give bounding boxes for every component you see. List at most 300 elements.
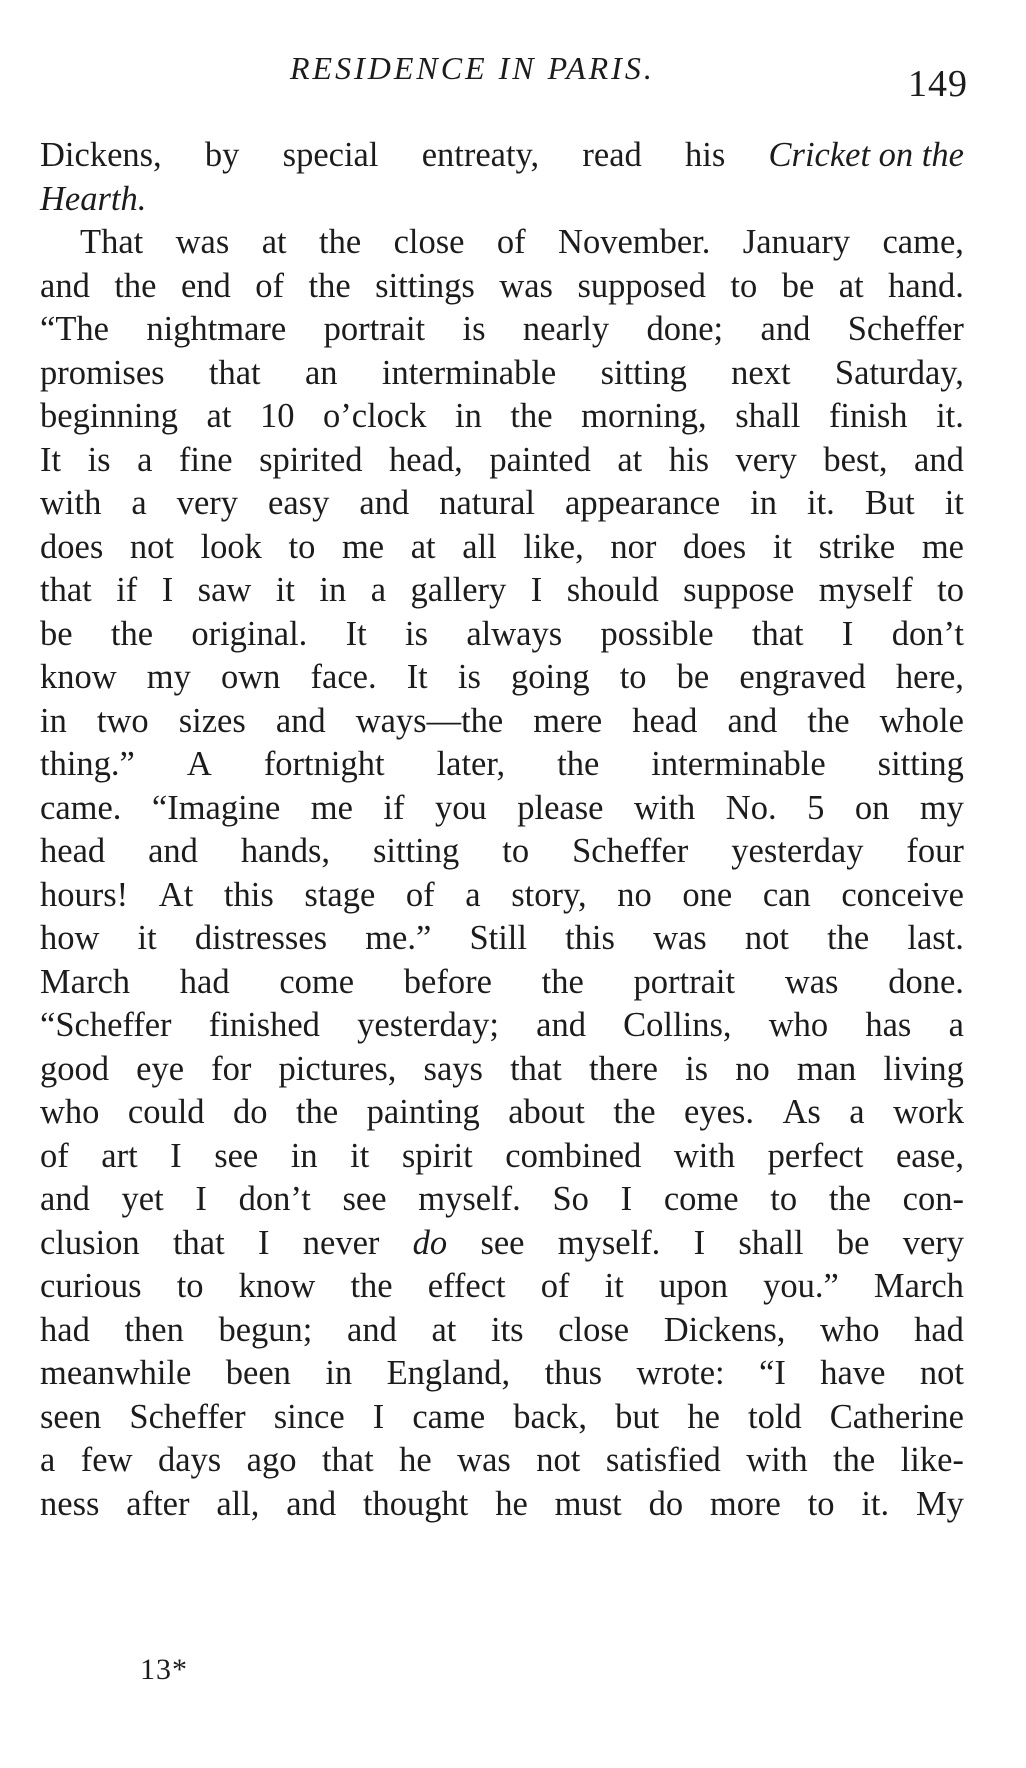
word: combined xyxy=(505,1136,642,1175)
word: sitting xyxy=(877,745,964,783)
word: satisfied xyxy=(605,1441,721,1479)
word: the xyxy=(308,266,351,305)
word: head, xyxy=(389,440,463,479)
word: spirit xyxy=(401,1136,473,1175)
word: with xyxy=(40,484,102,522)
word: ago xyxy=(246,1441,297,1479)
word: me xyxy=(921,527,964,566)
word: close xyxy=(558,1310,630,1349)
word: to xyxy=(176,1267,204,1305)
word: a xyxy=(465,875,481,914)
word: could xyxy=(127,1093,205,1131)
word: who xyxy=(768,1006,829,1044)
word: to xyxy=(937,571,964,609)
word: had xyxy=(179,962,230,1001)
word: never xyxy=(302,1223,380,1262)
word: four xyxy=(906,832,964,870)
word: myself xyxy=(818,571,913,609)
word: very xyxy=(176,484,239,522)
italic-word: do xyxy=(412,1223,448,1262)
word: two xyxy=(96,701,149,740)
word: I xyxy=(161,571,174,609)
word: is xyxy=(87,440,111,479)
word: nor xyxy=(610,527,657,566)
text-line xyxy=(40,221,964,265)
text-line xyxy=(40,1352,964,1396)
signature-mark: 13* xyxy=(140,1653,188,1686)
word: few xyxy=(80,1441,133,1479)
text-line xyxy=(40,134,964,178)
word: at xyxy=(261,223,287,261)
word: effect xyxy=(427,1267,506,1305)
word: No. xyxy=(725,788,777,827)
word: not xyxy=(744,919,789,957)
word: last. xyxy=(907,919,964,957)
word: portrait xyxy=(633,962,736,1001)
word: one xyxy=(682,875,733,914)
word: eye xyxy=(136,1049,185,1088)
word: please xyxy=(517,788,604,827)
word: be xyxy=(40,614,73,653)
word: to xyxy=(288,527,316,566)
word: finished xyxy=(208,1006,320,1044)
word: must xyxy=(554,1484,622,1523)
word: see xyxy=(342,1180,387,1218)
word: it xyxy=(137,919,157,957)
text-line xyxy=(40,830,964,874)
word: painted xyxy=(489,440,591,479)
word: “The xyxy=(40,310,109,348)
word: painting xyxy=(366,1093,480,1131)
word: came. xyxy=(40,788,122,827)
word: was xyxy=(784,962,839,1001)
word: if xyxy=(116,571,138,609)
word: do xyxy=(648,1484,684,1523)
word: me xyxy=(341,527,385,566)
text-line xyxy=(40,874,964,918)
word: 5 xyxy=(807,788,825,827)
word: with xyxy=(673,1136,736,1175)
word: is xyxy=(457,658,481,696)
word: his xyxy=(668,440,710,479)
word: portrait xyxy=(323,310,426,348)
text-line xyxy=(40,1048,964,1092)
word: have xyxy=(820,1354,886,1392)
word: nearly xyxy=(522,310,610,348)
word: next xyxy=(731,353,791,392)
word: don’t xyxy=(238,1180,311,1218)
word: That xyxy=(80,223,144,261)
word: the xyxy=(110,614,154,653)
word: mere xyxy=(533,701,603,740)
word: of xyxy=(40,1136,69,1175)
word: Saturday, xyxy=(834,353,964,392)
word: yesterday; xyxy=(357,1006,499,1044)
word: to xyxy=(619,658,647,696)
word: this xyxy=(223,875,274,914)
word: ness xyxy=(40,1484,100,1523)
word: it xyxy=(275,571,295,609)
word: that xyxy=(208,353,261,392)
word: know xyxy=(40,658,117,696)
word: con- xyxy=(902,1180,964,1218)
word: had xyxy=(914,1310,964,1349)
word: whole xyxy=(879,701,964,740)
word: it. xyxy=(861,1484,890,1523)
word: As xyxy=(782,1093,821,1131)
word: entreaty, xyxy=(421,136,540,174)
word: “I xyxy=(759,1354,786,1392)
word: begun; xyxy=(218,1310,313,1349)
word: is xyxy=(685,1049,709,1088)
word: “Scheffer xyxy=(40,1006,172,1044)
word: to xyxy=(730,266,758,305)
word: to xyxy=(807,1484,835,1523)
word: come xyxy=(279,962,355,1001)
text-line xyxy=(40,787,964,831)
word: be xyxy=(676,658,710,696)
word: close xyxy=(393,223,465,261)
word: appearance xyxy=(565,484,721,522)
word: and xyxy=(536,1006,586,1044)
word: interminable xyxy=(651,745,826,783)
word: a xyxy=(948,1006,964,1044)
word: by xyxy=(204,136,240,174)
word: after xyxy=(126,1484,190,1523)
word: perfect xyxy=(767,1136,864,1175)
word: but xyxy=(615,1397,660,1436)
text-line xyxy=(40,1091,964,1135)
word: like- xyxy=(900,1441,964,1479)
word: a xyxy=(849,1093,865,1131)
word: myself. xyxy=(418,1180,521,1218)
word: be xyxy=(836,1223,870,1262)
word: ways—the xyxy=(355,701,504,740)
word: the xyxy=(827,919,870,957)
word: should xyxy=(566,571,659,609)
word: who xyxy=(40,1093,100,1131)
word: he xyxy=(399,1441,432,1479)
word: who xyxy=(820,1310,880,1349)
word: curious xyxy=(40,1267,142,1305)
word: natural xyxy=(439,484,535,522)
text-line xyxy=(40,178,964,222)
word: came xyxy=(412,1397,486,1436)
running-head: RESIDENCE IN PARIS. xyxy=(290,50,655,86)
word: in xyxy=(750,484,777,522)
text-line xyxy=(40,1309,964,1353)
text-line xyxy=(40,961,964,1005)
word: you.” xyxy=(763,1267,839,1305)
word: was xyxy=(457,1441,511,1479)
word: an xyxy=(304,353,338,392)
word: it xyxy=(772,527,792,566)
word: he xyxy=(687,1397,720,1436)
text-line xyxy=(40,1178,964,1222)
word: hand. xyxy=(888,266,964,305)
word: with xyxy=(633,788,696,827)
word: head xyxy=(632,701,698,740)
word: But xyxy=(864,484,915,522)
word: living xyxy=(883,1049,964,1088)
word: work xyxy=(893,1093,964,1131)
word: can xyxy=(762,875,811,914)
word: distresses xyxy=(194,919,328,957)
word: clusion xyxy=(40,1223,140,1262)
word: at xyxy=(410,527,436,566)
word: the xyxy=(828,1180,871,1218)
word: no xyxy=(735,1049,770,1088)
word: and xyxy=(275,701,326,740)
word: that xyxy=(510,1049,562,1088)
word: March xyxy=(40,962,131,1001)
word: A xyxy=(186,745,212,783)
text-line xyxy=(40,1135,964,1179)
text-line xyxy=(40,352,964,396)
text-line xyxy=(40,395,964,439)
word: My xyxy=(915,1484,964,1523)
word: had xyxy=(40,1310,90,1349)
word: going xyxy=(511,658,590,696)
word: I xyxy=(841,614,854,653)
italic-word: Hearth. xyxy=(40,179,147,218)
word: not xyxy=(919,1354,964,1392)
word: see xyxy=(214,1136,259,1175)
word: come xyxy=(663,1180,739,1218)
word: in xyxy=(290,1136,318,1175)
word: fine xyxy=(178,440,233,479)
word: here, xyxy=(895,658,964,696)
word: there xyxy=(588,1049,658,1088)
word: morning, xyxy=(581,397,707,435)
word: its xyxy=(491,1310,524,1349)
word: it xyxy=(350,1136,370,1175)
text-line xyxy=(40,917,964,961)
body-text xyxy=(40,134,964,1526)
word: saw xyxy=(197,571,252,609)
word: best, xyxy=(823,440,888,479)
word: of xyxy=(496,223,526,261)
word: since xyxy=(273,1397,345,1436)
word: upon xyxy=(658,1267,728,1305)
word: conceive xyxy=(841,875,964,914)
word: I xyxy=(530,571,543,609)
word: it xyxy=(604,1267,624,1305)
word: that xyxy=(172,1223,225,1262)
word: do xyxy=(233,1093,268,1131)
word: thought xyxy=(362,1484,469,1523)
word: I xyxy=(257,1223,270,1262)
word: and xyxy=(40,266,90,305)
word: and xyxy=(40,1180,90,1218)
word: very xyxy=(902,1223,964,1262)
word: all xyxy=(462,527,497,566)
word: came, xyxy=(882,223,964,261)
word: about xyxy=(508,1093,585,1131)
word: I xyxy=(372,1397,385,1436)
text-line xyxy=(40,1004,964,1048)
word: of xyxy=(540,1267,570,1305)
word: this xyxy=(565,919,615,957)
word: of xyxy=(255,266,285,305)
word: he xyxy=(495,1484,528,1523)
word: before xyxy=(403,962,492,1001)
word: face. xyxy=(310,658,377,696)
word: says xyxy=(423,1049,483,1088)
word: always xyxy=(466,614,563,653)
word: yet xyxy=(121,1180,164,1218)
word: finish xyxy=(828,397,908,435)
word: look xyxy=(200,527,262,566)
word: was xyxy=(175,223,230,261)
word: ease, xyxy=(895,1136,964,1175)
word: head xyxy=(40,832,106,870)
word: a xyxy=(131,484,147,522)
word: stage xyxy=(304,875,376,914)
word: gallery xyxy=(410,571,507,609)
text-line xyxy=(40,1265,964,1309)
word: January xyxy=(742,223,851,261)
word: be xyxy=(781,266,815,305)
word: for xyxy=(211,1049,252,1088)
word: I xyxy=(620,1180,633,1218)
word: like, xyxy=(523,527,584,566)
word: possible xyxy=(600,614,714,653)
word: was xyxy=(499,266,553,305)
word: my xyxy=(146,658,191,696)
word: spirited xyxy=(259,440,363,479)
word: art xyxy=(101,1136,138,1175)
word: it. xyxy=(807,484,835,522)
word: Collins, xyxy=(623,1006,732,1044)
word: suppose xyxy=(683,571,795,609)
word: is xyxy=(405,614,429,653)
text-line xyxy=(40,265,964,309)
word: it. xyxy=(936,397,964,435)
word: I xyxy=(195,1180,207,1218)
word: done. xyxy=(888,962,964,1001)
word: I xyxy=(170,1136,182,1175)
word: a xyxy=(370,571,387,609)
word: the xyxy=(114,266,157,305)
word: eyes. xyxy=(684,1093,754,1131)
word: shall xyxy=(735,397,801,435)
word: all, xyxy=(216,1484,260,1523)
text-line xyxy=(40,526,964,570)
word: easy xyxy=(268,484,330,522)
word: me xyxy=(310,788,353,827)
word: at xyxy=(617,440,643,479)
word: a xyxy=(137,440,153,479)
text-line xyxy=(40,743,964,787)
word: the xyxy=(319,223,362,261)
word: seen xyxy=(40,1397,102,1436)
word: I xyxy=(693,1223,706,1262)
word: know xyxy=(238,1267,316,1305)
word: told xyxy=(748,1397,802,1436)
word: and xyxy=(347,1310,397,1349)
word: It xyxy=(406,658,428,696)
word: is xyxy=(462,310,486,348)
word: read xyxy=(582,136,642,174)
word: sitting xyxy=(373,832,460,870)
word: own xyxy=(220,658,281,696)
word: strike xyxy=(818,527,896,566)
word: fortnight xyxy=(263,745,385,783)
word: that xyxy=(751,614,804,653)
word: was xyxy=(653,919,707,957)
word: very xyxy=(735,440,797,479)
word: the xyxy=(350,1267,393,1305)
italic-word: Cricket on the xyxy=(768,136,964,174)
word: that xyxy=(321,1441,374,1479)
word: So xyxy=(552,1180,589,1218)
word: meanwhile xyxy=(40,1354,192,1392)
word: Scheffer xyxy=(129,1397,246,1436)
word: to xyxy=(770,1180,798,1218)
word: It xyxy=(40,440,62,479)
word: in xyxy=(325,1354,353,1392)
word: and xyxy=(727,701,778,740)
word: the xyxy=(557,745,600,783)
word: back, xyxy=(513,1397,588,1436)
word: the xyxy=(510,397,553,435)
word: in xyxy=(455,397,482,435)
word: story, xyxy=(511,875,587,914)
word: hands, xyxy=(240,832,331,870)
word: good xyxy=(40,1049,109,1088)
text-line xyxy=(40,569,964,613)
word: at xyxy=(838,266,864,305)
text-line xyxy=(40,1222,964,1266)
text-line xyxy=(40,656,964,700)
word: sittings xyxy=(375,266,475,305)
page-number: 149 xyxy=(908,63,968,105)
word: don’t xyxy=(891,614,964,653)
word: later, xyxy=(436,745,506,783)
word: does xyxy=(682,527,747,566)
word: the xyxy=(833,1441,876,1479)
word: done; xyxy=(646,310,724,348)
word: does xyxy=(40,527,104,566)
word: and xyxy=(760,310,811,348)
text-line xyxy=(40,439,964,483)
word: man xyxy=(796,1049,857,1088)
word: to xyxy=(502,832,530,870)
word: myself. xyxy=(557,1223,661,1262)
text-line xyxy=(40,1396,964,1440)
word: England, xyxy=(386,1354,511,1392)
word: been xyxy=(225,1354,291,1392)
word: pictures, xyxy=(278,1049,397,1088)
word: engraved xyxy=(739,658,866,696)
word: 10 xyxy=(259,397,295,435)
word: not xyxy=(129,527,174,566)
word: shall xyxy=(738,1223,804,1262)
word: me.” xyxy=(365,919,432,957)
word: March xyxy=(873,1267,964,1305)
text-line xyxy=(40,1483,964,1527)
word: It xyxy=(345,614,367,653)
word: special xyxy=(282,136,379,174)
word: Catherine xyxy=(829,1397,964,1436)
word: sitting xyxy=(600,353,687,392)
word: supposed xyxy=(577,266,706,305)
word: wrote: xyxy=(636,1354,725,1392)
word: thus xyxy=(544,1354,603,1392)
word: the xyxy=(296,1093,339,1131)
word: more xyxy=(709,1484,781,1523)
